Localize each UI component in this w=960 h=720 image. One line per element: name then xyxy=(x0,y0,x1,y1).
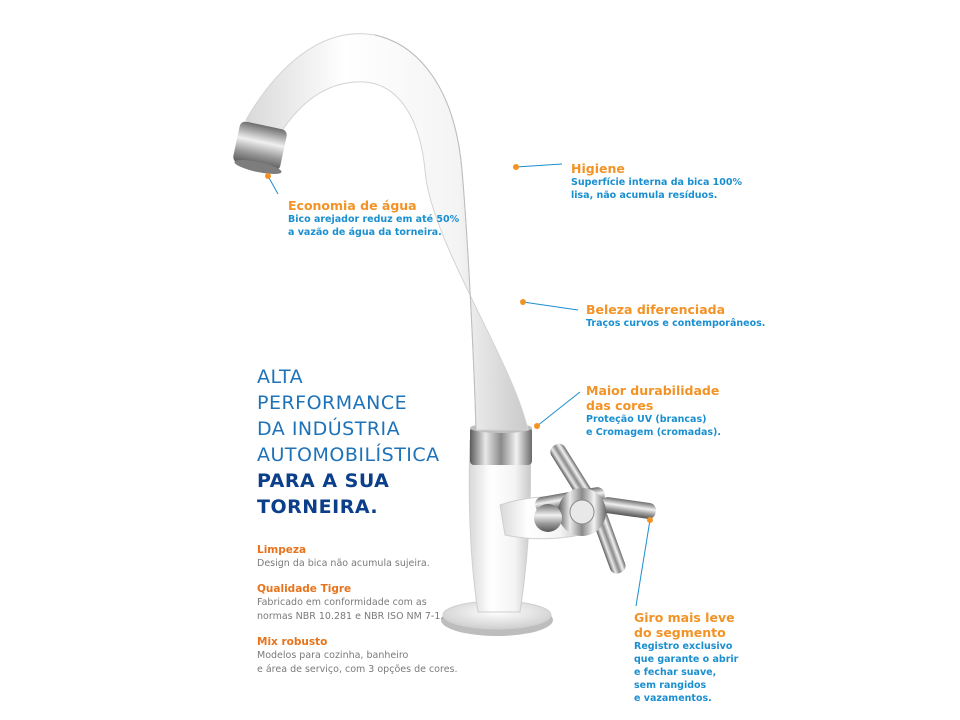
callout-title: Higiene xyxy=(571,161,625,176)
headline-line-bold: TORNEIRA. xyxy=(257,496,379,518)
feature-title: Qualidade Tigre xyxy=(257,582,352,595)
headline-line-bold: PARA A SUA xyxy=(257,470,390,492)
callout-text: Proteção UV (brancas) e Cromagem (cromadas). xyxy=(586,414,722,438)
feature-item xyxy=(257,635,487,678)
callout-title: Beleza diferenciada xyxy=(586,302,726,317)
callout-giro xyxy=(634,610,738,705)
dot-agua xyxy=(265,173,271,179)
leader-line-higiene xyxy=(516,164,562,167)
headline-line: AUTOMOBILÍSTICA xyxy=(257,444,440,466)
callout-higiene xyxy=(571,161,742,202)
callout-title-line2: das cores xyxy=(586,398,654,413)
leader-line-beleza xyxy=(523,302,578,310)
dot-beleza xyxy=(520,299,526,305)
feature-title: Limpeza xyxy=(257,544,307,556)
callout-beleza xyxy=(586,302,765,330)
callout-economia-agua xyxy=(288,198,459,239)
cross-handle xyxy=(534,441,657,576)
callout-text: Traços curvos e contemporâneos. xyxy=(586,318,766,329)
feature-title: Mix robusto xyxy=(257,635,328,648)
feature-text: Fabricado em conformidade com as normas NBR 10.281 e NBR ISO NM 7-1. xyxy=(257,596,444,622)
callout-title-line1: Giro mais leve xyxy=(634,610,735,625)
callout-durabilidade xyxy=(586,383,721,439)
feature-list xyxy=(257,543,487,688)
feature-item xyxy=(257,543,487,572)
leader-line-giro xyxy=(636,520,650,606)
headline-line: DA INDÚSTRIA xyxy=(257,418,401,440)
callout-title: Economia de água xyxy=(288,198,417,213)
callout-text: Bico arejador reduz em até 50% a vazão de água da torneira. xyxy=(288,214,460,238)
dot-giro xyxy=(647,517,653,523)
aerator-nozzle xyxy=(232,120,288,176)
headline xyxy=(257,364,440,520)
feature-item xyxy=(257,582,487,625)
dot-higiene xyxy=(513,164,519,170)
leader-line-durabilidade xyxy=(537,392,580,426)
callout-title-line1: Maior durabilidade xyxy=(586,383,720,398)
feature-text: Design da bica não acumula sujeira. xyxy=(257,558,430,569)
feature-text: Modelos para cozinha, banheiro e área de serviço, com 3 opções de cores. xyxy=(257,649,458,675)
callout-text: Superfície interna da bica 100% lisa, não acumula resíduos. xyxy=(571,177,743,201)
leader-line-agua xyxy=(268,176,278,194)
headline-line: ALTA xyxy=(257,366,304,388)
dot-durabilidade xyxy=(534,423,540,429)
callout-text: Registro exclusivo que garante o abrir e fechar suave, sem rangidos e vazamentos. xyxy=(634,641,739,704)
headline-line: PERFORMANCE xyxy=(257,392,408,414)
callout-title-line2: do segmento xyxy=(634,625,726,640)
